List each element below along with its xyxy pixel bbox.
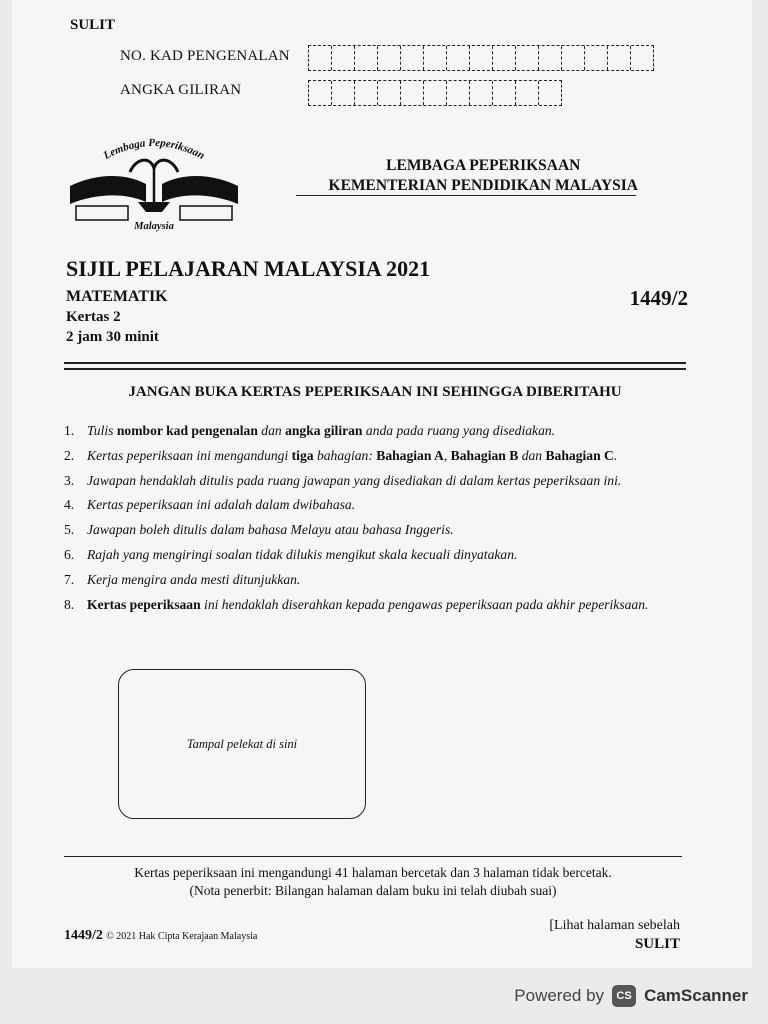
instruction-item: 8. Kertas peperiksaan ini hendaklah diserahkan kepada pengawas peperiksaan pada akhir peperiksaan. — [64, 596, 649, 612]
exam-board-logo — [64, 128, 244, 236]
page-count-line: Kertas peperiksaan ini mengandungi 41 halaman bercetak dan 3 halaman tidak bercetak. — [134, 865, 612, 880]
powered-by-text: Powered by — [514, 986, 605, 1005]
index-number-boxes[interactable] — [308, 80, 562, 106]
instruction-item: 6. Rajah yang mengiringi soalan tidak dilukis mengikut skala kecuali dinyatakan. — [64, 546, 518, 562]
page-count-note — [64, 864, 682, 900]
classification-top: SULIT — [70, 17, 116, 33]
svg-text:Lembaga Peperiksaan — [101, 137, 207, 162]
exam-title: SIJIL PELAJARAN MALAYSIA 2021 — [66, 256, 431, 281]
see-next-page: [Lihat halaman sebelah — [549, 918, 680, 933]
camscanner-brand: CamScanner — [644, 986, 748, 1005]
camscanner-logo-icon: CS — [612, 985, 636, 1007]
instruction-item: 7. Kerja mengira anda mesti ditunjukkan. — [64, 571, 301, 587]
ic-number-label: NO. KAD PENGENALAN — [120, 48, 290, 64]
logo-arc-text: Lembaga Peperiksaan — [101, 136, 207, 162]
footer-paper-code: 1449/2 — [64, 928, 103, 943]
instruction-item: 3. Jawapan hendaklah ditulis pada ruang jawapan yang disediakan di dalam kertas peperiksaan ini. — [64, 472, 622, 488]
copyright-notice: © 2021 Hak Cipta Kerajaan Malaysia — [106, 931, 258, 942]
exam-duration: 2 jam 30 minit — [66, 329, 159, 345]
org-underline — [296, 195, 636, 196]
instruction-item: 4. Kertas peperiksaan ini adalah dalam dwibahasa. — [64, 497, 356, 513]
sticker-area — [118, 669, 366, 819]
footer-divider — [64, 856, 682, 857]
footer-code-copyright — [64, 927, 257, 944]
paper-number: Kertas 2 — [66, 309, 121, 325]
paper-code: 1449/2 — [629, 286, 688, 310]
index-number-label: ANGKA GILIRAN — [120, 82, 242, 98]
divider-thick-1 — [64, 362, 686, 364]
divider-thick-2 — [64, 368, 686, 370]
ic-number-boxes[interactable] — [308, 45, 654, 71]
do-not-open-warning: JANGAN BUKA KERTAS PEPERIKSAAN INI SEHINGGA DIBERITAHU — [128, 384, 622, 400]
instruction-item: 1. Tulis nombor kad pengenalan dan angka giliran anda pada ruang yang disediakan. — [64, 423, 556, 438]
publisher-note: (Nota penerbit: Bilangan halaman dalam buku ini telah diubah suai) — [189, 883, 557, 898]
instruction-item: 5. Jawapan boleh ditulis dalam bahasa Melayu atau bahasa Inggeris. — [64, 522, 454, 538]
org-line-1: LEMBAGA PEPERIKSAAN — [386, 157, 581, 174]
subject-name: MATEMATIK — [66, 288, 168, 305]
logo-bottom-text: Malaysia — [134, 221, 174, 232]
organization-name — [329, 156, 638, 196]
classification-bottom: SULIT — [634, 936, 680, 952]
org-line-2: KEMENTERIAN PENDIDIKAN MALAYSIA — [328, 177, 638, 194]
camscanner-watermark — [514, 985, 748, 1007]
instruction-item: 2. Kertas peperiksaan ini mengandungi tiga bahagian: Bahagian A, Bahagian B dan Bahagian C. — [64, 447, 618, 463]
sticker-label: Tampal pelekat di sini — [186, 736, 298, 751]
instructions-list — [64, 422, 686, 620]
